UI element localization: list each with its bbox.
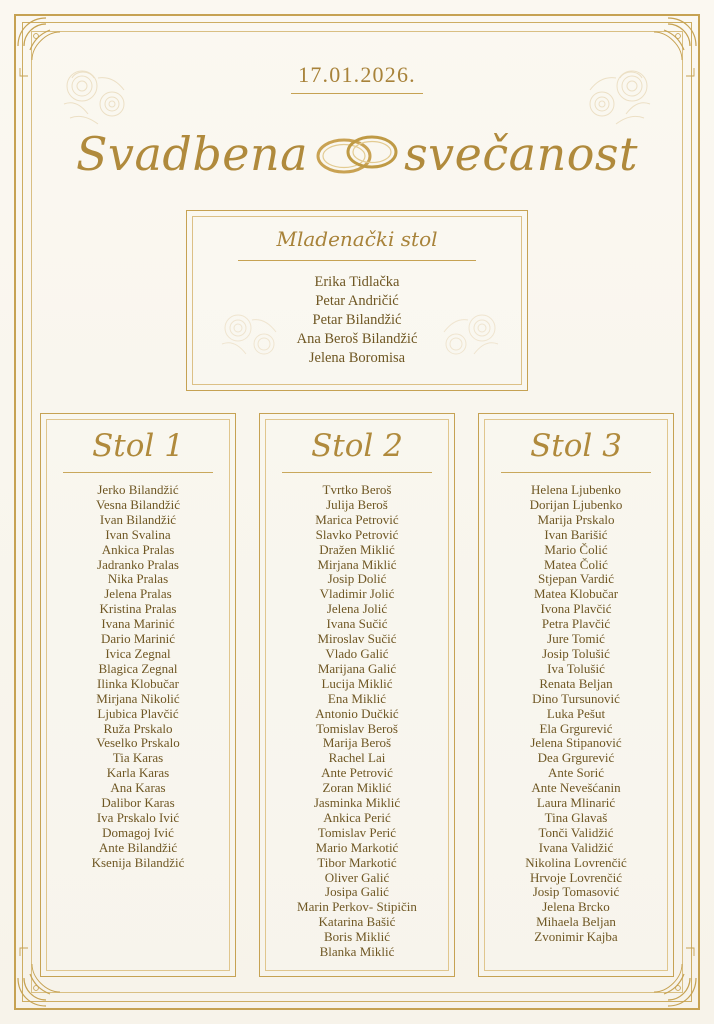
list-item: Matea Čolić — [544, 556, 608, 572]
list-item: Jelena Brcko — [542, 899, 610, 915]
head-table-divider — [238, 260, 475, 261]
list-item: Dražen Miklić — [319, 541, 395, 557]
list-item: Rachel Lai — [328, 750, 386, 766]
table-divider — [501, 472, 651, 473]
list-item: Matea Klobučar — [533, 586, 619, 602]
list-item: Blanka Miklić — [319, 944, 395, 960]
wedding-date: 17.01.2026. — [298, 62, 416, 87]
table-title-3: Stol 3 — [530, 428, 622, 464]
list-item: Boris Miklić — [323, 929, 391, 945]
list-item: Julija Beroš — [326, 496, 388, 512]
list-item: Josip Tolušić — [542, 645, 610, 661]
list-item: Zoran Miklić — [322, 780, 392, 796]
list-item: Iva Prskalo Ivić — [96, 809, 180, 825]
list-item: Ante Bilandžić — [98, 839, 178, 855]
list-item: Ante Sorić — [548, 765, 604, 781]
card-corner-notch — [223, 964, 236, 977]
card-corner-notch — [259, 413, 272, 426]
tables-container — [40, 413, 674, 977]
list-item: Jelena Boromisa — [308, 350, 406, 366]
list-item: Ilinka Klobučar — [97, 675, 179, 691]
card-corner-notch — [40, 413, 53, 426]
list-item: Ivana Sučić — [326, 616, 388, 632]
list-item: Oliver Galić — [324, 869, 390, 885]
list-item: Jasminka Miklić — [313, 795, 401, 811]
wedding-rings-icon — [302, 126, 412, 187]
list-item: Iva Tolušić — [547, 660, 605, 676]
list-item: Mario Markotić — [315, 839, 399, 855]
list-item: Nikolina Lovrenčić — [525, 854, 627, 870]
list-item: Petra Plavčić — [541, 616, 611, 632]
list-item: Ivica Zegnal — [105, 645, 171, 661]
table-card-3 — [478, 413, 674, 977]
title-word-left: Svadbena — [75, 127, 309, 181]
guest-list-3 — [487, 483, 665, 945]
list-item: Ivona Plavčić — [540, 601, 612, 617]
card-corner-notch — [478, 413, 491, 426]
list-item: Ruža Prskalo — [103, 720, 173, 736]
list-item: Ena Miklić — [327, 690, 387, 706]
list-item: Jadranko Pralas — [97, 556, 179, 572]
card-corner-notch — [661, 413, 674, 426]
card-corner-notch — [442, 964, 455, 977]
list-item: Ante Petrović — [321, 765, 393, 781]
list-item: Erika Tidlačka — [314, 274, 400, 290]
list-item: Vesna Bilandžić — [95, 496, 181, 512]
list-item: Laura Mlinarić — [536, 795, 616, 811]
list-item: Tonči Validžić — [538, 824, 614, 840]
card-corner-notch — [223, 413, 236, 426]
title-word-right: svečanost — [404, 127, 638, 181]
table-divider — [282, 472, 432, 473]
list-item: Mirjana Miklić — [317, 556, 397, 572]
table-title-1: Stol 1 — [92, 428, 184, 464]
table-title-2: Stol 2 — [311, 428, 403, 464]
card-corner-notch — [40, 964, 53, 977]
list-item: Josip Dolić — [327, 571, 387, 587]
list-item: Mihaela Beljan — [536, 914, 616, 930]
list-item: Dario Marinić — [100, 631, 175, 647]
list-item: Dalibor Karas — [101, 795, 175, 811]
list-item: Tia Karas — [112, 750, 164, 766]
list-item: Tibor Markotić — [317, 854, 397, 870]
list-item: Mario Čolić — [544, 541, 608, 557]
list-item: Kristina Pralas — [99, 601, 177, 617]
list-item: Ana Beroš Bilandžić — [296, 331, 418, 347]
table-card-2 — [259, 413, 455, 977]
list-item: Marijana Galić — [317, 660, 397, 676]
list-item: Ljubica Plavčić — [97, 705, 179, 721]
list-item: Josip Tomasović — [532, 884, 620, 900]
list-item: Tina Glavaš — [544, 809, 608, 825]
list-item: Stjepan Vardić — [538, 571, 614, 587]
list-item: Jelena Jolić — [326, 601, 388, 617]
card-corner-notch — [661, 964, 674, 977]
guest-list-2 — [268, 483, 446, 960]
list-item: Ivan Bilandžić — [99, 511, 177, 527]
list-item: Karla Karas — [106, 765, 170, 781]
list-item: Tvrtko Beroš — [322, 482, 392, 497]
list-item: Antonio Dučkić — [315, 705, 399, 721]
list-item: Tomislav Beroš — [316, 720, 398, 736]
list-item: Ana Karas — [110, 780, 166, 796]
card-corner-notch — [259, 964, 272, 977]
list-item: Nika Pralas — [107, 571, 169, 587]
card-corner-notch — [478, 964, 491, 977]
list-item: Jerko Bilandžić — [97, 482, 179, 497]
list-item: Petar Andričić — [315, 293, 399, 309]
list-item: Ivan Barišić — [544, 526, 608, 542]
head-table-card — [186, 210, 528, 391]
list-item: Marija Prskalo — [537, 511, 615, 527]
date-underline — [291, 93, 423, 94]
table-divider — [63, 472, 213, 473]
list-item: Domagoj Ivić — [102, 824, 174, 840]
list-item: Blagica Zegnal — [98, 660, 178, 676]
list-item: Miroslav Sučić — [317, 631, 397, 647]
list-item: Jelena Pralas — [104, 586, 172, 602]
guest-list-1 — [49, 483, 227, 871]
list-item: Dorijan Ljubenko — [529, 496, 623, 512]
list-item: Ivana Marinić — [101, 616, 175, 632]
list-item: Ivana Validžić — [538, 839, 614, 855]
page-title — [40, 112, 674, 196]
list-item: Luka Pešut — [546, 705, 606, 721]
head-table-title: Mladenački stol — [276, 227, 438, 251]
list-item: Ksenija Bilandžić — [91, 854, 185, 870]
list-item: Dino Tursunović — [532, 690, 620, 706]
table-card-1 — [40, 413, 236, 977]
list-item: Lucija Miklić — [321, 675, 393, 691]
list-item: Tomislav Perić — [317, 824, 397, 840]
list-item: Jelena Stipanović — [530, 735, 622, 751]
list-item: Slavko Petrović — [315, 526, 399, 542]
list-item: Ivan Svalina — [105, 526, 171, 542]
list-item: Dea Grgurević — [537, 750, 615, 766]
head-table-guest-list — [205, 273, 509, 368]
list-item: Ankica Perić — [323, 809, 391, 825]
list-item: Ante Nevešćanin — [531, 780, 621, 796]
list-item: Marica Petrović — [315, 511, 399, 527]
list-item: Jure Tomić — [547, 631, 605, 647]
list-item: Zvonimir Kajba — [534, 929, 618, 945]
list-item: Katarina Bašić — [318, 914, 396, 930]
list-item: Hrvoje Lovrenčić — [529, 869, 623, 885]
list-item: Vladimir Jolić — [319, 586, 395, 602]
list-item: Ela Grgurević — [539, 720, 613, 736]
list-item: Petar Bilandžić — [312, 312, 402, 328]
list-item: Veselko Prskalo — [96, 735, 180, 751]
list-item: Renata Beljan — [539, 675, 613, 691]
list-item: Marin Perkov- Stipičin — [297, 899, 417, 915]
card-corner-notch — [442, 413, 455, 426]
list-item: Marija Beroš — [322, 735, 392, 751]
list-item: Helena Ljubenko — [531, 482, 621, 497]
list-item: Ankica Pralas — [101, 541, 175, 557]
list-item: Mirjana Nikolić — [96, 690, 180, 706]
list-item: Vlado Galić — [325, 645, 389, 661]
list-item: Josipa Galić — [325, 884, 389, 900]
